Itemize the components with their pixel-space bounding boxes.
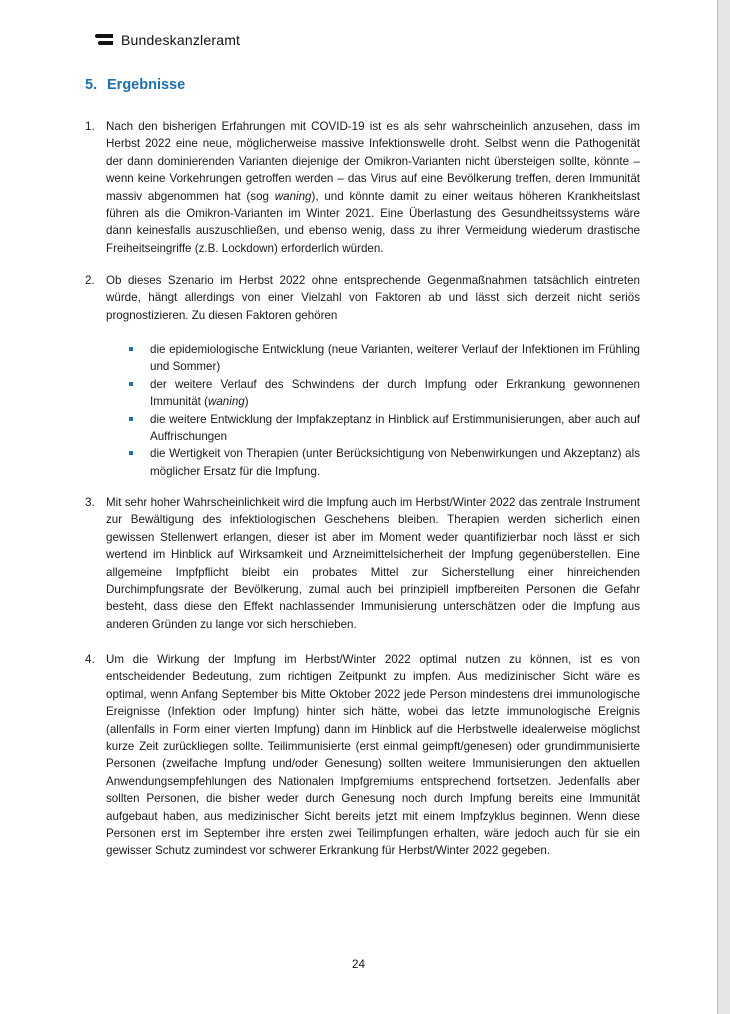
org-name: Bundeskanzleramt xyxy=(121,32,241,48)
paragraph-number: 3. xyxy=(85,496,95,509)
numbered-paragraph xyxy=(85,651,640,860)
paragraph-number: 1. xyxy=(85,120,95,133)
bullet-square-icon xyxy=(129,417,133,421)
section-title: Ergebnisse xyxy=(107,77,186,93)
list-item: die epidemiologische Entwicklung (neue Varianten, weiterer Verlauf der Infektionen im Frühling und Sommer) xyxy=(127,341,640,376)
bundeskanzleramt-logo-icon xyxy=(95,33,115,47)
paragraph-text: Ob dieses Szenario im Herbst 2022 ohne entsprechende Gegenmaßnahmen tatsächlich eintreten würde, hängt allerdings von einer Vielzahl von Faktoren ab und lässt sich derzeit nicht seriös prognostizieren. Zu diesen Faktoren gehören xyxy=(106,274,640,322)
bullet-square-icon xyxy=(129,347,133,351)
paragraph-text: Mit sehr hoher Wahrscheinlichkeit wird die Impfung auch im Herbst/Winter 2022 das zentrale Instrument zur Bewältigung des infektiologischen Geschehens bleiben. Therapien werden sicherlich einen gewissen Stellenwert erlangen, dieser ist aber im Moment weder quantifizierbar noch lässt er sich wertend im Hinblick auf Wirksamkeit und Arzneimittelsicherheit der Impfung gegenüberstellen. Eine allgemeine Impfpflicht bleibt ein probates Mittel zur Sicherstellung einer hinreichenden Durchimpfungsrate der Bevölkerung, zumal auch bei prinzipiell impfbereiten Personen die Gefahr besteht, dass diese den Effekt nachlassender Immunisierung unterschätzen oder die Impfung aus anderen Gründen zu lange vor sich herschieben. xyxy=(106,496,640,631)
paragraph-text: Um die Wirkung der Impfung im Herbst/Winter 2022 optimal nutzen zu können, ist es von entscheidender Bedeutung, zum richtigen Zeitpunkt zu impfen. Aus medizinischer Sicht wäre es optimal, wenn Anfang September bis Mitte Oktober 2022 jede Person mindestens drei immunologische Ereignisse (Infektion oder Impfung) hinter sich hätte, wobei das letzte immunologische Ereignis (allenfalls in Form einer vierten Impfung) dann im Hinblick auf die Herbstwelle idealerweise möglichst kurze Zeit zurückliegen sollte. Teilimmunisierte (erst einmal geimpft/genesen) oder grundimmunisierte Personen (zweifache Impfung und/oder Genesung) sollten weitere Immunisierungen den aktuellen Anwendungsempfehlungen des Nationalen Impfgremiums entsprechend fortsetzen. Jedenfalls aber sollten Personen, die bisher weder durch Genesung noch durch Impfung bereits eine Immunität aufgebaut haben, aus medizinischer Sicht bereits jetzt mit einem Impfzyklus beginnen. Wenn diese Personen erst im September ihre ersten zwei Teilimpfungen erhalten, wäre jedoch auch für sie ein gewisser Schutz zumindest vor schwerer Erkrankung für Herbst/Winter 2022 gegeben. xyxy=(106,653,640,858)
list-item: die Wertigkeit von Therapien (unter Berücksichtigung von Nebenwirkungen und Akzeptanz) als möglicher Ersatz für die Impfung. xyxy=(127,445,640,480)
paragraph-number: 2. xyxy=(85,274,95,287)
paragraph-text: Nach den bisherigen Erfahrungen mit COVID-19 ist es als sehr wahrscheinlich anzusehen, dass im Herbst 2022 eine neue, möglicherweise massive Infektionswelle droht. Selbst wenn die Pathogenität der dann dominierenden Varianten diejenige der Omikron-Varianten nicht übersteigen sollte, könnte – wenn keine Vorkehrungen getroffen werden – das Virus auf eine Bevölkerung treffen, deren Immunität massiv abgenommen hat (sog waning), und könnte damit zu einer weitaus höheren Krankheitslast führen als die Omikron-Varianten im Winter 2021. Eine Überlastung des Gesundheitssystems wäre dann keinesfalls auszuschließen, und ebenso wenig, dass zu ihrer Vermeidung wiederum drastische Freiheitseingriffe (z.B. Lockdown) erforderlich würden. xyxy=(106,120,640,255)
section-number: 5. xyxy=(85,77,98,93)
bullet-list xyxy=(127,341,640,480)
page-number: 24 xyxy=(352,958,365,971)
bullet-square-icon xyxy=(129,451,133,455)
paragraph-number: 4. xyxy=(85,653,95,666)
header-logo xyxy=(95,31,240,49)
list-item: die weitere Entwicklung der Impfakzeptanz in Hinblick auf Erstimmunisierungen, aber auch auf Auffrischungen xyxy=(127,411,640,446)
numbered-paragraph xyxy=(85,118,640,257)
bullet-square-icon xyxy=(129,382,133,386)
viewer-scroll-gutter xyxy=(718,0,730,1014)
numbered-paragraph xyxy=(85,272,640,324)
section-heading xyxy=(85,77,185,93)
numbered-paragraph xyxy=(85,494,640,633)
list-item: der weitere Verlauf des Schwindens der durch Impfung oder Erkrankung gewonnenen Immunität (waning) xyxy=(127,376,640,411)
